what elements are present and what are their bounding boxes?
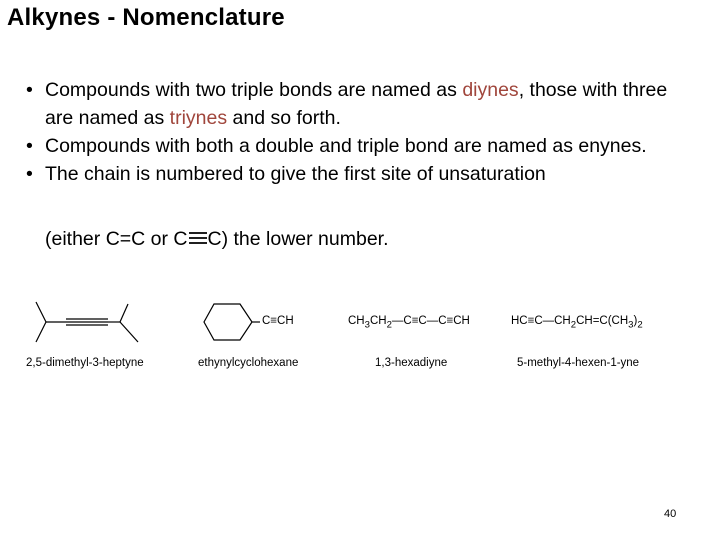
caption-molecule-1: 2,5-dimethyl-3-heptyne (26, 357, 144, 369)
structure-ethynylcyclohexane (200, 290, 260, 350)
formula-subscript: 2 (570, 319, 577, 331)
bullet-text: Compounds with two triple bonds are named as (45, 79, 463, 101)
caption-molecule-3: 1,3-hexadiyne (375, 357, 448, 369)
formula-ethynyl: C≡CH (262, 315, 294, 327)
term-triynes: triynes (169, 107, 228, 129)
formula-1-3-hexadiyne (348, 315, 470, 330)
formula-part: HC≡C—CH (511, 315, 571, 327)
caption-molecule-2: ethynylcyclohexane (198, 357, 299, 369)
bullet-list (24, 76, 684, 188)
formula-part: CH=C(CH (576, 315, 629, 327)
formula-part: ) (633, 315, 638, 327)
formula-part: —C≡C—C≡CH (391, 315, 470, 327)
formula-subscript: 2 (386, 319, 392, 331)
numbering-continuation (45, 228, 389, 251)
continuation-prefix: (either C=C or C (45, 228, 188, 250)
formula-subscript: 2 (637, 319, 643, 331)
slide-title: Alkynes - Nomenclature (7, 4, 285, 31)
caption-molecule-4: 5-methyl-4-hexen-1-yne (517, 357, 640, 369)
bullet-text: and so forth. (227, 107, 341, 129)
bullet-text: Compounds with both a double and triple bond are named as enynes. (45, 135, 647, 157)
triple-bond-symbol (188, 230, 208, 246)
bullet-item-numbering (24, 160, 684, 188)
bullet-item-enynes (24, 132, 684, 160)
term-diynes: diynes (462, 79, 519, 101)
bullet-text: , those with three are named as (45, 79, 668, 129)
bullet-dot: • (26, 163, 33, 185)
structure-2-5-dimethyl-3-heptyne (28, 290, 148, 350)
formula-part: CH (348, 315, 365, 327)
bullet-text: The chain is numbered to give the first site of unsaturation (45, 163, 546, 185)
formula-subscript: 3 (364, 319, 370, 331)
continuation-suffix: C) the lower number. (207, 228, 389, 250)
page-number: 40 (664, 508, 677, 520)
bullet-dot: • (26, 135, 33, 157)
bullet-item-diynes (24, 76, 684, 132)
formula-5-methyl-4-hexen-1-yne (511, 315, 643, 330)
formula-part: CH (369, 315, 387, 327)
bullet-dot: • (26, 79, 33, 101)
formula-subscript: 3 (628, 319, 634, 331)
